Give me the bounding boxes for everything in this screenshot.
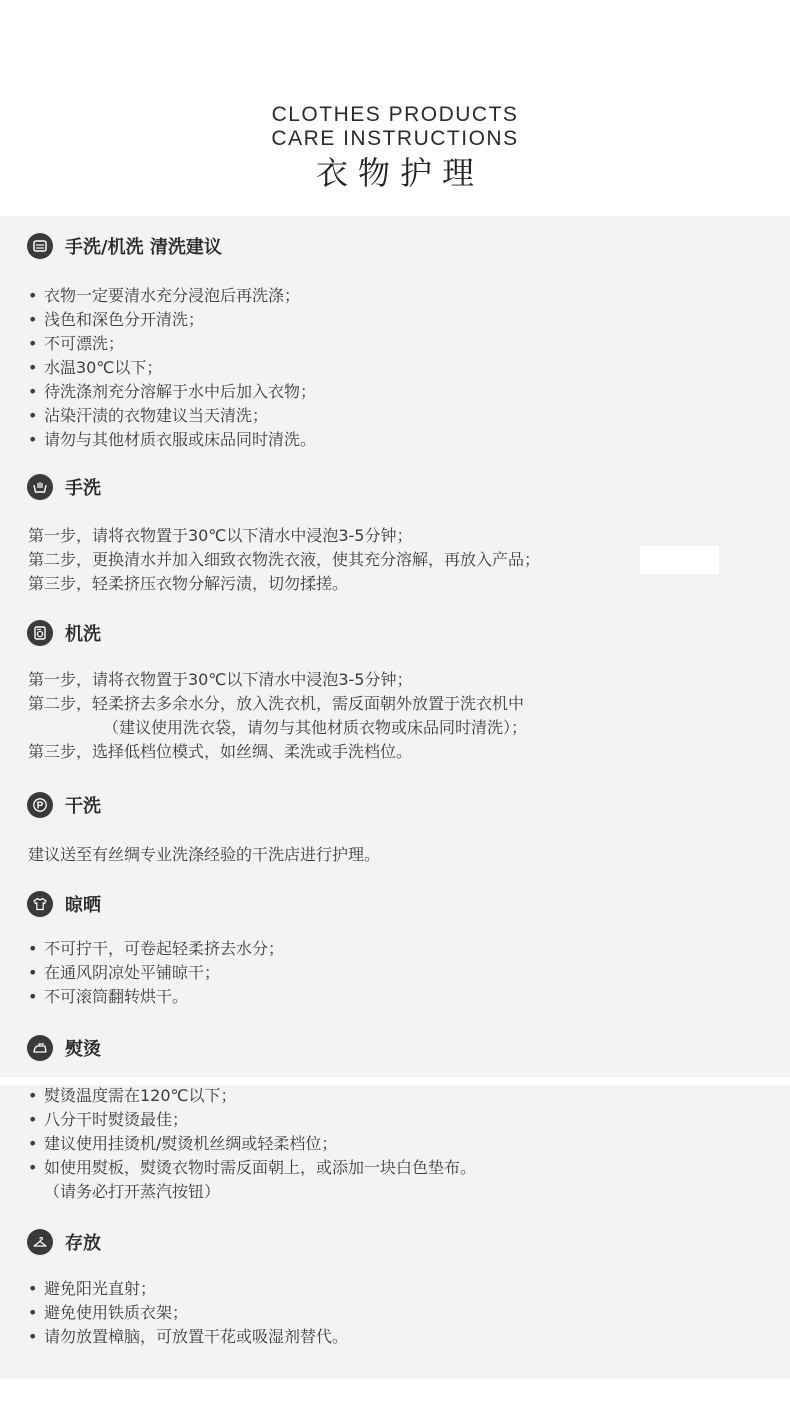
section-drying-title: 晾晒 (65, 895, 101, 916)
list-note: （请务必打开蒸汽按钮） (44, 1182, 221, 1201)
header (0, 0, 790, 216)
white-patch (640, 546, 719, 574)
title-chinese: 衣物护理 (315, 154, 484, 192)
title-english-line2: CARE INSTRUCTIONS (271, 127, 519, 150)
step-line: 第三步，轻柔挤压衣物分解污渍，切勿揉搓。 (28, 574, 349, 593)
ironing-list (28, 1084, 476, 1204)
dry-clean-p-icon (27, 792, 53, 818)
shirt-icon (27, 891, 53, 917)
list-item: • 浅色和深色分开清洗； (28, 310, 205, 329)
section-dry-clean-title: 干洗 (65, 796, 101, 817)
list-item: • 水温30℃以下； (28, 358, 163, 377)
list-item: • 熨烫温度需在120℃以下； (28, 1086, 237, 1105)
step-line: 第三步，选择低档位模式，如丝绸、柔洗或手洗档位。 (28, 742, 413, 761)
section-drying-header (27, 890, 101, 918)
list-item: • 在通风阴凉处平铺晾干； (28, 963, 221, 982)
hand-wash-icon (27, 474, 53, 500)
section-dry-clean-header (27, 791, 101, 819)
hanger-icon (27, 1229, 53, 1255)
washing-icon (27, 233, 53, 259)
list-item: • 建议使用挂烫机/熨烫机丝绸或轻柔档位； (28, 1134, 338, 1153)
step-line: 第一步，请将衣物置于30℃以下清水中浸泡3-5分钟； (28, 526, 413, 545)
list-item: • 八分干时熨烫最佳； (28, 1110, 189, 1129)
section-ironing-title: 熨烫 (65, 1039, 101, 1060)
footer-space (0, 1379, 790, 1423)
list-item: • 请勿放置樟脑，可放置干花或吸湿剂替代。 (28, 1327, 349, 1346)
step-line: 第一步，请将衣物置于30℃以下清水中浸泡3-5分钟； (28, 670, 413, 689)
step-line: 第二步，轻柔挤去多余水分，放入洗衣机，需反面朝外放置于洗衣机中 (28, 694, 525, 713)
title-english-line1: CLOTHES PRODUCTS (271, 103, 519, 126)
list-item: • 避免使用铁质衣架； (28, 1303, 189, 1322)
list-item: • 请勿与其他材质衣服或床品同时清洗。 (28, 430, 317, 449)
svg-text:P: P (36, 800, 44, 812)
section-hand-wash-header (27, 473, 101, 501)
list-item: • 待洗涤剂充分溶解于水中后加入衣物； (28, 382, 317, 401)
list-item: • 不可滚筒翻转烘干。 (28, 987, 189, 1006)
list-item: • 衣物一定要清水充分浸泡后再洗涤； (28, 286, 301, 305)
list-item: • 如使用熨板，熨烫衣物时需反面朝上，或添加一块白色垫布。 (28, 1158, 477, 1177)
section-machine-wash-title: 机洗 (65, 624, 101, 645)
storage-list (28, 1277, 348, 1349)
section-machine-wash-header (27, 619, 101, 647)
machine-wash-steps (28, 668, 527, 764)
washing-machine-icon (27, 620, 53, 646)
section-wash-title: 手洗/机洗 清洗建议 (65, 237, 222, 258)
list-item: • 避免阳光直射； (28, 1279, 157, 1298)
list-item: • 沾染汗渍的衣物建议当天清洗； (28, 406, 269, 425)
step-line: （建议使用洗衣袋，请勿与其他材质衣物或床品同时清洗）； (103, 718, 528, 737)
wash-list (28, 284, 316, 452)
list-item: • 不可漂洗； (28, 334, 125, 353)
hand-wash-steps (28, 524, 540, 596)
step-line: 第二步，更换清水并加入细致衣物洗衣液，使其充分溶解，再放入产品； (28, 550, 541, 569)
section-storage-header (27, 1228, 101, 1256)
section-hand-wash-title: 手洗 (65, 478, 101, 499)
dry-clean-text: 建议送至有丝绸专业洗涤经验的干洗店进行护理。 (28, 845, 381, 864)
section-storage-title: 存放 (65, 1233, 101, 1254)
drying-list (28, 937, 284, 1009)
section-wash-header (27, 232, 222, 260)
section-ironing-header (27, 1034, 101, 1062)
iron-icon (27, 1035, 53, 1061)
list-item: • 不可拧干，可卷起轻柔挤去水分； (28, 939, 285, 958)
